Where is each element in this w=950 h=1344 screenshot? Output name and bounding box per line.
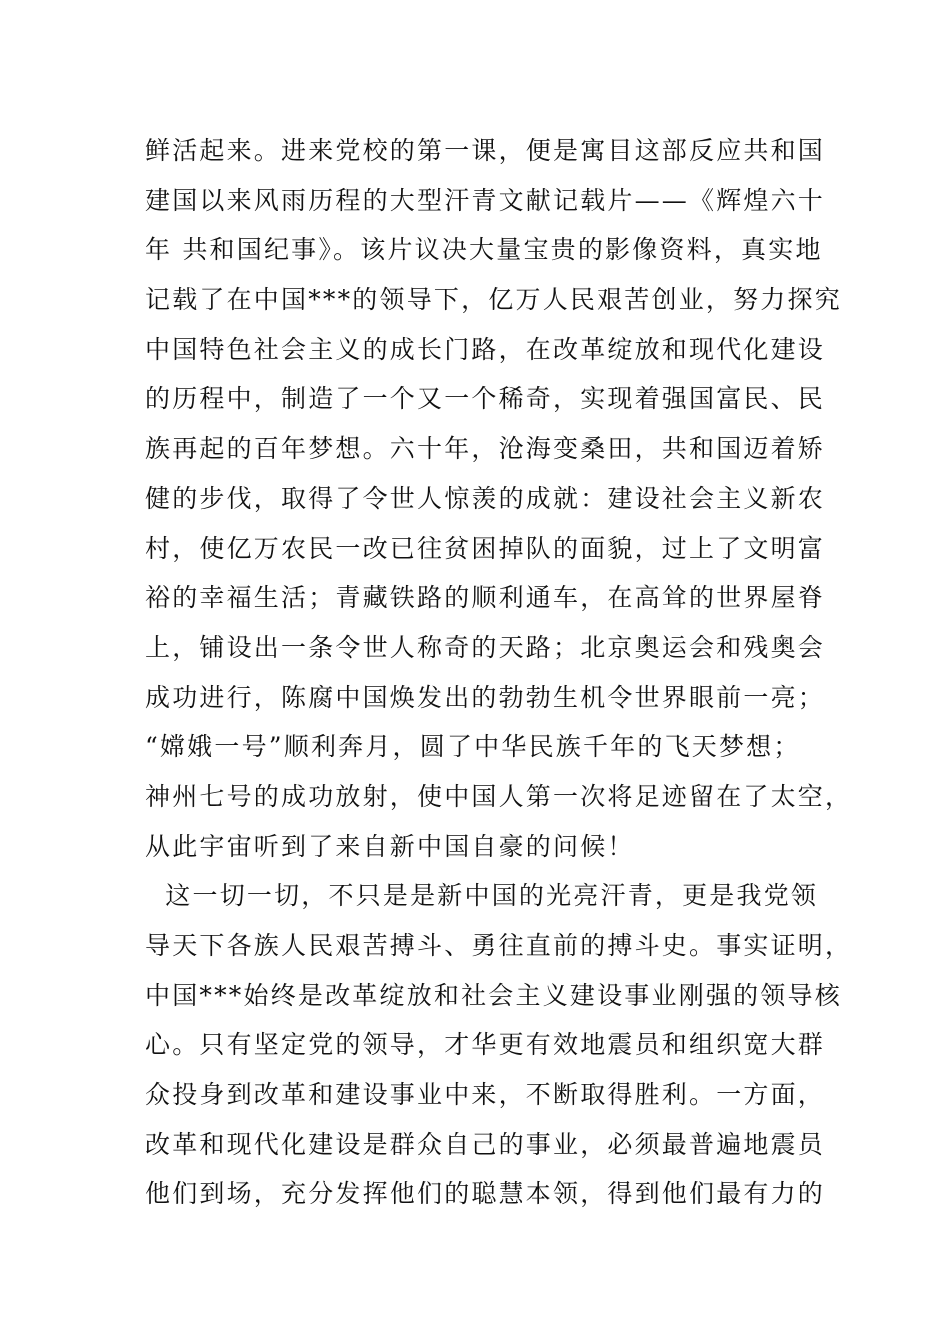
text-line-11: 上，铺设出一条令世人称奇的天路；北京奥运会和残奥会 bbox=[145, 633, 826, 662]
text-line-1: 鲜活起来。进来党校的第一课，便是寓目这部反应共和国 bbox=[145, 136, 826, 165]
text-line-4: 记载了在中国***的领导下，亿万人民艰苦创业，努力探究 bbox=[145, 285, 842, 314]
text-line-5: 中国特色社会主义的成长门路，在改革绽放和现代化建设 bbox=[145, 335, 826, 364]
text-line-12: 成功进行，陈腐中国焕发出的勃勃生机令世界眼前一亮； bbox=[145, 683, 826, 712]
text-line-10: 裕的幸福生活；青藏铁路的顺利通车，在高耸的世界屋脊 bbox=[145, 583, 826, 612]
text-line-3: 年 共和国纪事》。该片议决大量宝贵的影像资料，真实地 bbox=[145, 235, 823, 264]
text-line-13: “嫦娥一号”顺利奔月，圆了中华民族千年的飞天梦想； bbox=[145, 732, 801, 761]
text-line-8: 健的步伐，取得了令世人惊羡的成就：建设社会主义新农 bbox=[145, 484, 826, 513]
text-line-16: 这一切一切，不只是是新中国的光亮汗青，更是我党领 bbox=[145, 881, 819, 910]
text-line-14: 神州七号的成功放射，使中国人第一次将足迹留在了太空， bbox=[145, 782, 853, 811]
text-line-6: 的历程中，制造了一个又一个稀奇，实现着强国富民、民 bbox=[145, 384, 826, 413]
text-line-2: 建国以来风雨历程的大型汗青文献记载片——《辉煌六十 bbox=[145, 186, 826, 215]
text-line-7: 族再起的百年梦想。六十年，沧海变桑田，共和国迈着矫 bbox=[145, 434, 826, 463]
text-line-17: 导天下各族人民艰苦搏斗、勇往直前的搏斗史。事实证明， bbox=[145, 931, 853, 960]
text-line-20: 众投身到改革和建设事业中来，不断取得胜利。一方面， bbox=[145, 1080, 826, 1109]
text-line-21: 改革和现代化建设是群众自己的事业，必须最普遍地震员 bbox=[145, 1130, 826, 1159]
text-line-18: 中国***始终是改革绽放和社会主义建设事业刚强的领导核 bbox=[145, 981, 842, 1010]
text-line-22: 他们到场，充分发挥他们的聪慧本领，得到他们最有力的 bbox=[145, 1179, 826, 1208]
text-line-15: 从此宇宙听到了来自新中国自豪的问候！ bbox=[145, 832, 635, 861]
text-line-19: 心。只有坚定党的领导，才华更有效地震员和组织宽大群 bbox=[145, 1030, 826, 1059]
text-line-9: 村，使亿万农民一改已往贫困掉队的面貌，过上了文明富 bbox=[145, 534, 826, 563]
